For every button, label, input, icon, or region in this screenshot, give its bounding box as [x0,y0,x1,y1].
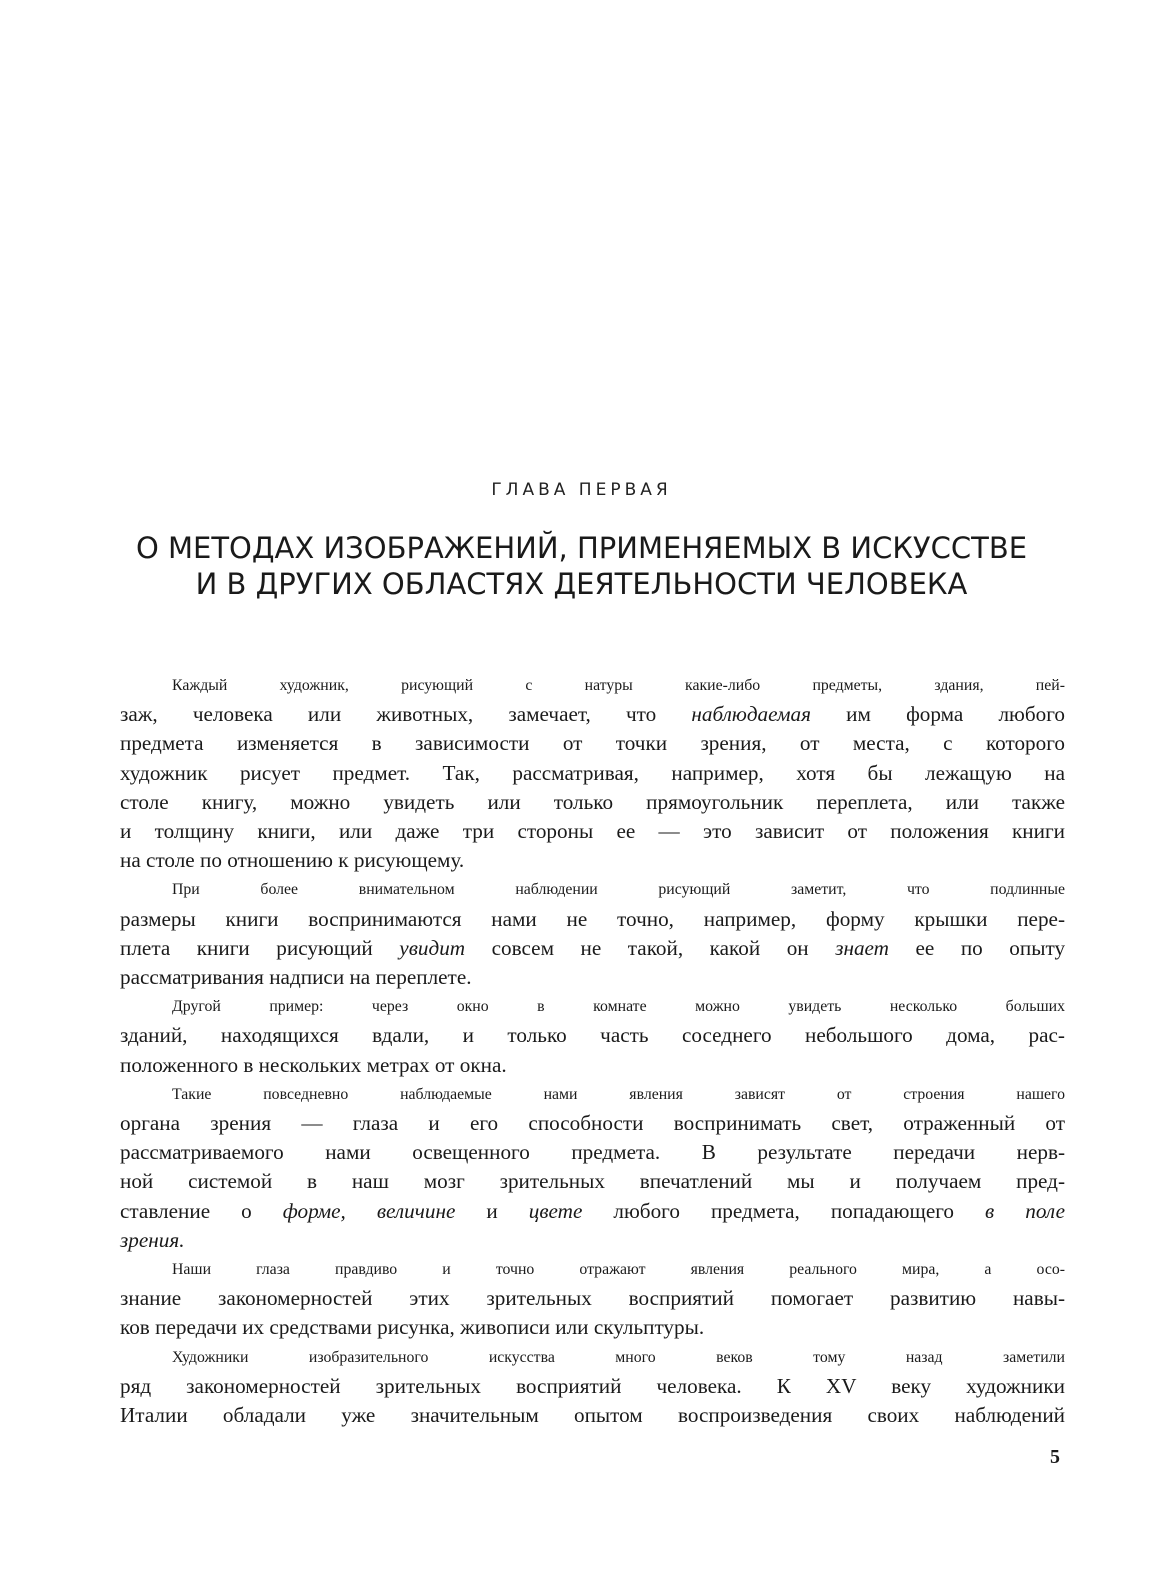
text-line: рассматривания надписи на переплете. [120,965,472,990]
text-line: Такие повседневно наблюдаемые нами явления зависят от строения нашего [172,1085,1065,1103]
text-line: и толщину книги, или даже три стороны ее — это зависит от положения книги [120,819,1065,844]
text-line: знание закономерностей этих зрительных восприятий помогает развитию навы- [120,1286,1065,1311]
paragraph-6 [120,1343,1065,1431]
text-line: зданий, находящихся вдали, и только часть соседнего небольшого дома, рас- [120,1023,1065,1048]
text-run: им форма любого [846,702,1066,727]
text-run: ее по опыту [915,935,1066,960]
text-line: художник рисует предмет. Так, рассматривая, например, хотя бы лежащую на [120,760,1065,785]
text-line: рассматриваемого нами освещенного предмета. В результате передачи нерв- [120,1140,1065,1165]
text-line: на столе по отношению к рисующему. [120,848,465,873]
text-run: и [486,1198,498,1223]
paragraph-5 [120,1255,1065,1343]
page-number: 5 [1050,1446,1060,1468]
text-line: ряд закономерностей зрительных восприятий человека. К XV веку художники [120,1373,1065,1398]
emphasis-text: зрения. [120,1227,185,1252]
text-run: плета книги рисующий [120,935,373,960]
text-run: ставление о [120,1198,252,1223]
text-line: Каждый художник, рисующий с натуры какие-либо предметы, здания, пей- [172,677,1065,694]
chapter-title-line-2: И В ДРУГИХ ОБЛАСТЯХ ДЕЯТЕЛЬНОСТИ ЧЕЛОВЕКА [195,567,968,601]
body-text [120,671,1065,1430]
chapter-title [0,530,1163,602]
paragraph-2 [120,875,1065,992]
text-line: столе книгу, можно увидеть или только прямоугольник переплета, или также [120,789,1065,814]
emphasis-text: знает [835,935,889,960]
emphasis-text: в поле [985,1198,1066,1223]
text-line: ной системой в наш мозг зрительных впечатлений мы и получаем пред- [120,1169,1065,1194]
text-line: Италии обладали уже значительным опытом воспроизведения своих наблюдений [120,1403,1065,1428]
text-run: совсем не такой, какой он [491,935,809,960]
text-line: размеры книги воспринимаются нами не точно, например, форму крышки пере- [120,906,1065,931]
emphasis-text: увидит [399,935,466,960]
text-line: предмета изменяется в зависимости от точки зрения, от места, с которого [120,731,1065,756]
emphasis-text: наблюдаемая [691,702,811,727]
text-line [120,700,1065,729]
text-run: любого предмета, попадающего [613,1198,954,1223]
paragraph-3 [120,992,1065,1080]
emphasis-text: форме, величине [282,1198,456,1223]
text-line [120,934,1065,963]
text-line: органа зрения — глаза и его способности воспринимать свет, отраженный от [120,1111,1065,1136]
paragraph-1 [120,671,1065,875]
text-line: Другой пример: через окно в комнате можно увидеть несколько больших [172,998,1065,1016]
text-line [120,1226,1065,1255]
text-line: При более внимательном наблюдении рисующий заметит, что подлинные [172,881,1065,899]
text-line: Наши глаза правдиво и точно отражают явления реального мира, а осо- [172,1261,1065,1279]
paragraph-4 [120,1080,1065,1255]
text-line: Художники изобразительного искусства много веков тому назад заметили [172,1348,1065,1366]
text-line [120,1197,1065,1226]
text-run: заж, человека или животных, замечает, что [120,702,657,727]
chapter-title-line-1: О МЕТОДАХ ИЗОБРАЖЕНИЙ, ПРИМЕНЯЕМЫХ В ИСКУССТВЕ [135,531,1028,565]
text-line: положенного в нескольких метрах от окна. [120,1052,507,1077]
text-line: ков передачи их средствами рисунка, живописи или скульптуры. [120,1315,705,1340]
chapter-label: ГЛАВА ПЕРВАЯ [491,480,672,500]
emphasis-text: цвете [528,1198,583,1223]
